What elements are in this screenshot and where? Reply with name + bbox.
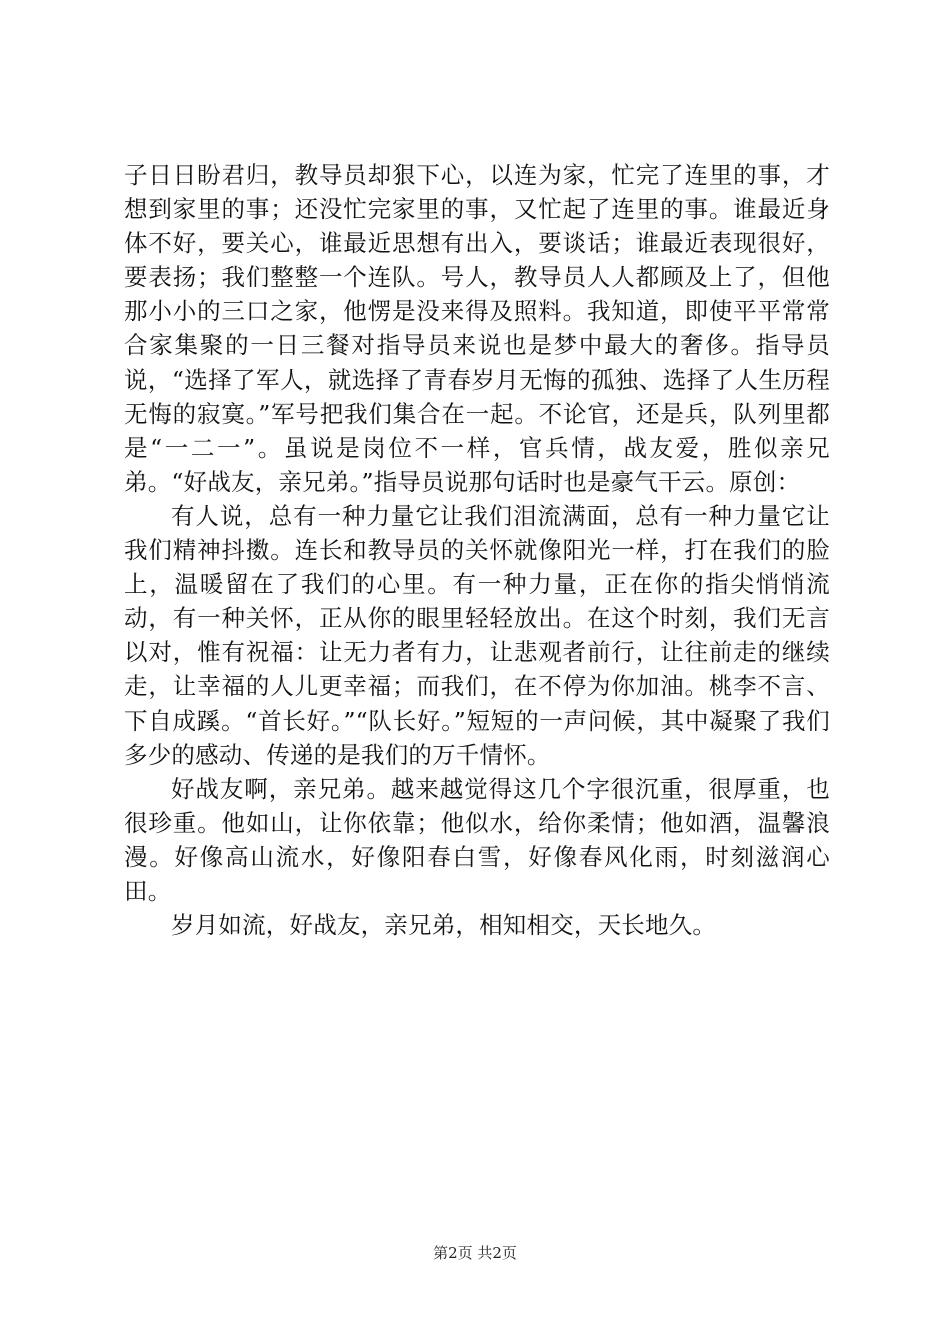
document-body (124, 158, 830, 942)
page-number-footer: 第2页 共2页 (433, 1244, 517, 1262)
paragraph-4: 岁月如流，好战友，亲兄弟，相知相交，天长地久。 (171, 911, 717, 940)
paragraph-1: 子日日盼君归，教导员却狠下心，以连为家，忙完了连里的事，才想到家里的事；还没忙完家里的事，又忙起了连里的事。谁最近身体不好，要关心，谁最近思想有出入，要谈话；谁最近表现很好，要表扬；我们整整一个连队。号人，教导员人人都顾及上了，但他那小小的三口之家，他愣是没来得及照料。我知道，即使平平常常合家集聚的一日三餐对指导员来说也是梦中最大的奢侈。指导员说，“选择了军人，就选择了青春岁月无悔的孤独、选择了人生历程无悔的寂寞。”军号把我们集合在一起。不论官，还是兵，队列里都是“一二一”。虽说是岗位不一样，官兵情，战友爱，胜似亲兄弟。“好战友，亲兄弟。”指导员说那句话时也是豪气干云。原创： (124, 161, 830, 496)
paragraph-2: 有人说，总有一种力量它让我们泪流满面，总有一种力量它让我们精神抖擞。连长和教导员的关怀就像阳光一样，打在我们的脸上，温暖留在了我们的心里。有一种力量，正在你的指尖悄悄流动，有一种关怀，正从你的眼里轻轻放出。在这个时刻，我们无言以对，惟有祝福：让无力者有力，让悲观者前行，让往前走的继续走，让幸福的人儿更幸福；而我们，在不停为你加油。桃李不言、下自成蹊。“首长好。”“队长好。”短短的一声问候，其中凝聚了我们多少的感动、传递的是我们的万千情怀。 (124, 501, 830, 769)
paragraph-3: 好战友啊，亲兄弟。越来越觉得这几个字很沉重，很厚重，也很珍重。他如山，让你依靠；他似水，给你柔情；他如酒，温馨浪漫。好像高山流水，好像阳春白雪，好像春风化雨，时刻滋润心田。 (124, 774, 830, 905)
